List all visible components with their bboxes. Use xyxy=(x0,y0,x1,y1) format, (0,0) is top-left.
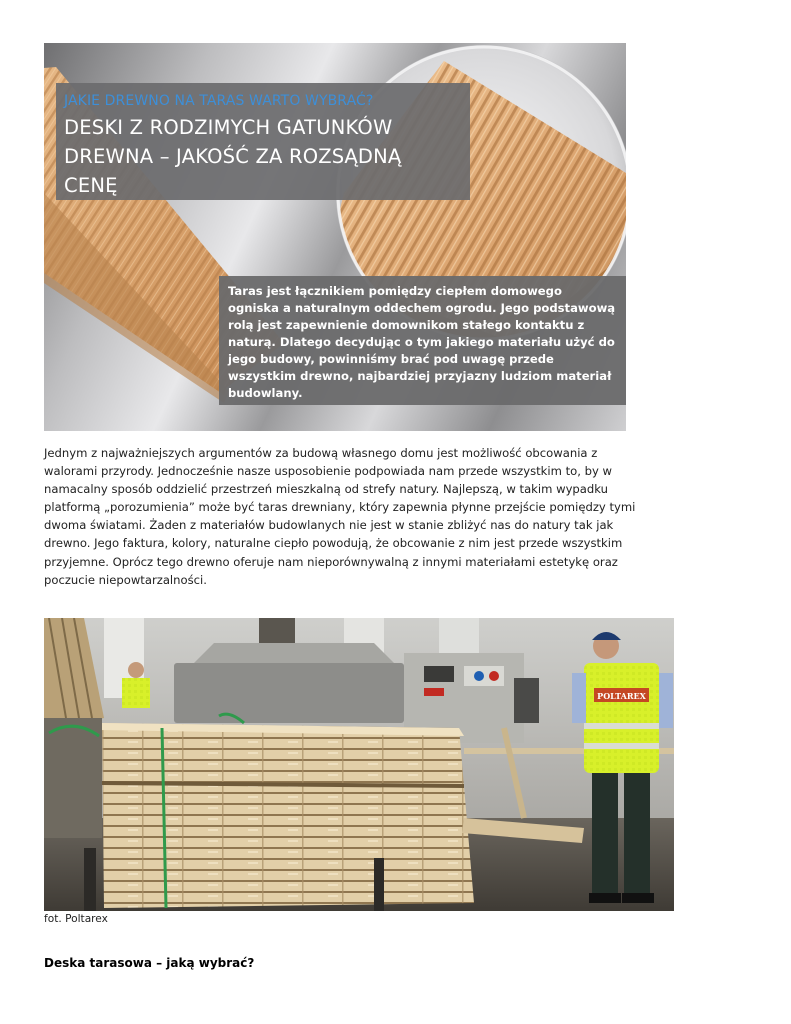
intro-paragraph: Jednym z najważniejszych argumentów za budową własnego domu jest możliwość obcowania z walorami przyrody. Jednocześnie nasze usposobienie podpowiada nam przede wszystkim to, by w namacalny sposób oddzielić przestrzeń mieszkalną od strefy natury. Najlepszą, w takim wypadku platformą „porozumienia” może być taras drewniany, który zapewnia płynne przejście pomiędzy tymi dwoma światami. Żaden z materiałów budowlanych nie jest w stanie zbliżyć nas do natury tak jak drewno. Jego faktura, kolory, naturalne ciepło powodują, że obcowanie z nim jest przede wszystkim przyjemne. Oprócz tego drewno oferuje nam nieporównywalną z innymi materiałami estetykę oraz poczucie niepowtarzalności. xyxy=(44,446,636,587)
vest-logo: POLTAREX xyxy=(597,691,646,701)
section-heading: Deska tarasowa – jaką wybrać? xyxy=(44,956,255,970)
hero-lead-box xyxy=(219,276,626,405)
photo-caption: fot. Poltarex xyxy=(44,913,108,925)
hero-lead: Taras jest łącznikiem pomiędzy ciepłem domowego ogniska a naturalnym oddechem ogrodu. Jego podstawową rolą jest zapewnienie domownikom stałego kontaktu z naturą. Dlatego decydując o tym jakiego materiału użyć do jego budowy, powinniśmy brać pod uwagę przede wszystkim drewno, najbardziej przyjazny ludziom materiał budowlany. xyxy=(228,284,616,400)
sawmill-photo xyxy=(44,618,674,911)
hero-kicker: JAKIE DREWNO NA TARAS WARTO WYBRAĆ? xyxy=(64,93,374,109)
hero-title-box xyxy=(56,83,470,200)
hero-title: DESKI Z RODZIMYCH GATUNKÓW DREWNA – JAKOŚĆ ZA ROZSĄDNĄ CENĘ xyxy=(64,116,402,197)
hero-banner xyxy=(44,43,626,431)
